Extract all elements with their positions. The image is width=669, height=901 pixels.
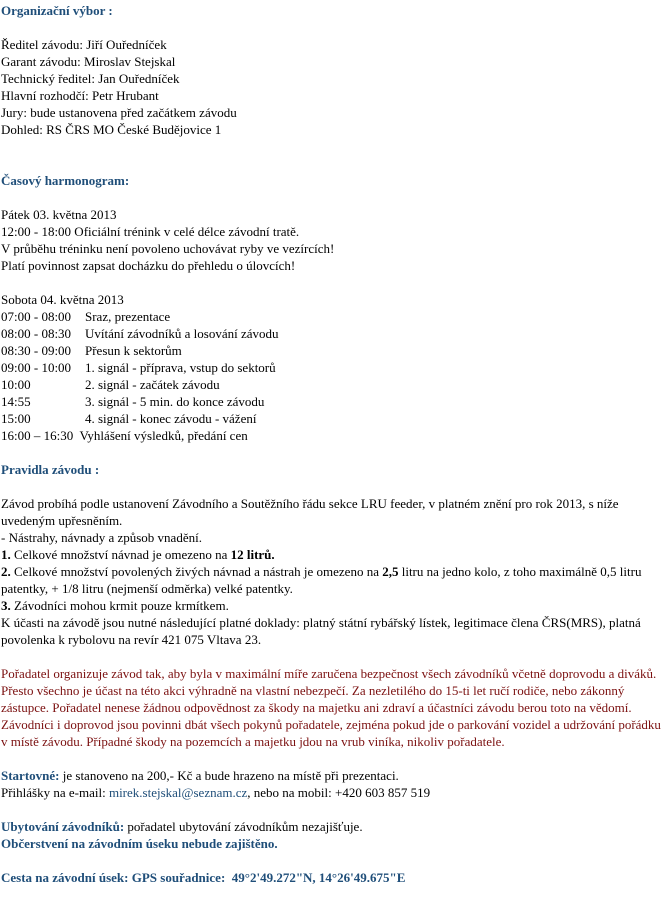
committee-line-supervision: Dohled: RS ČRS MO České Budějovice 1 bbox=[1, 122, 222, 137]
schedule-text: Sraz, prezentace bbox=[85, 309, 171, 324]
schedule-time: 08:00 - 08:30 bbox=[1, 326, 72, 341]
schedule-text: Uvítání závodníků a losování závodu bbox=[85, 326, 279, 341]
rule-item-3: 3. Závodníci mohou krmit pouze krmítkem. bbox=[1, 598, 229, 613]
rule-item-1: 1. Celkové množství návnad je omezeno na 12 litrů. bbox=[1, 547, 275, 562]
schedule-row bbox=[1, 376, 669, 393]
friday-line: 12:00 - 18:00 Oficiální trénink v celé délce závodní tratě. bbox=[1, 224, 300, 239]
committee-line-technical: Technický ředitel: Jan Ouředníček bbox=[1, 71, 180, 86]
schedule-text: 4. signál - konec závodu - vážení bbox=[85, 411, 257, 426]
saturday-date: Sobota 04. května 2013 bbox=[1, 292, 124, 307]
rules-heading: Pravidla závodu : bbox=[1, 462, 100, 477]
baits-header: - Nástrahy, návnady a způsob vnadění. bbox=[1, 530, 202, 545]
signup-line: Přihlášky na e-mail: mirek.stejskal@seznam.cz, nebo na mobil: +420 603 857 519 bbox=[1, 785, 431, 800]
rules-intro: Závod probíhá podle ustanovení Závodního a Soutěžního řádu sekce LRU feeder, v platném znění pro rok 2013, s níže uvedeným upřesněním. bbox=[1, 496, 619, 528]
rule-item-2: 2. Celkové množství povolených živých návnad a nástrah je omezeno na 2,5 litru na jedno kolo, z toho maximálně 0,5 litru patentky, + 1/8 litru (nejmenší odměrka) velké patentky. bbox=[1, 564, 642, 596]
schedule-text: 1. signál - příprava, vstup do sektorů bbox=[85, 360, 276, 375]
friday-line: Platí povinnost zapsat docházku do přehledu o úlovcích! bbox=[1, 258, 296, 273]
organizing-committee-heading: Organizační výbor : bbox=[1, 3, 113, 18]
schedule-text: 3. signál - 5 min. do konce závodu bbox=[85, 394, 265, 409]
schedule-time: 09:00 - 10:00 bbox=[1, 360, 72, 375]
schedule-time: 07:00 - 08:00 bbox=[1, 309, 72, 324]
schedule-text: Přesun k sektorům bbox=[85, 343, 182, 358]
committee-line-referee: Hlavní rozhodčí: Petr Hrubant bbox=[1, 88, 159, 103]
committee-line-director: Ředitel závodu: Jiří Ouředníček bbox=[1, 37, 167, 52]
schedule-row bbox=[1, 308, 669, 325]
friday-line: V průběhu tréninku není povoleno uchovávat ryby ve vezírcích! bbox=[1, 241, 335, 256]
schedule-row bbox=[1, 342, 669, 359]
refreshment-notice: Občerstvení na závodním úseku nebude zajištěno. bbox=[1, 836, 278, 851]
fee-label: Startovné: bbox=[1, 768, 60, 783]
schedule-row bbox=[1, 410, 669, 427]
schedule-row bbox=[1, 393, 669, 410]
friday-date: Pátek 03. května 2013 bbox=[1, 207, 117, 222]
accommodation-label: Ubytování závodníků: bbox=[1, 819, 125, 834]
fee-line: Startovné: je stanoveno na 200,- Kč a bude hrazeno na místě při prezentaci. bbox=[1, 768, 399, 783]
schedule-time: 10:00 bbox=[1, 377, 31, 392]
schedule-time: 08:30 - 09:00 bbox=[1, 343, 72, 358]
schedule-heading: Časový harmonogram: bbox=[1, 173, 130, 188]
committee-line-guarantor: Garant závodu: Miroslav Stejskal bbox=[1, 54, 176, 69]
schedule-time: 14:55 bbox=[1, 394, 31, 409]
schedule-row bbox=[1, 325, 669, 342]
safety-notice: Pořadatel organizuje závod tak, aby byla v maximální míře zaručena bezpečnost všech závodníků včetně doprovodu a diváků. Přesto všechno je účast na této akci výhradně na vlastní nebezpečí. Za nezletilého do 15-ti let ručí rodiče, nebo zákonný zástupce. Pořadatel nenese žádnou odpovědnost za škody na majetku ani zdraví a účastníci závodu berou toto na vědomí. Závodníci i doprovod jsou povinni dbát všech pokynů pořadatele, zejména pokud jde o parkování vozidel a udržování pořádku v místě závodu. Případné škody na pozemcích a majetku jdou na vrub viníka, nikoliv pořadatele. bbox=[1, 666, 661, 749]
accommodation-line: Ubytování závodníků: pořadatel ubytování závodníkům nezajišťuje. bbox=[1, 819, 363, 834]
schedule-text: 2. signál - začátek závodu bbox=[85, 377, 220, 392]
schedule-row bbox=[1, 359, 669, 376]
required-documents: K účasti na závodě jsou nutné následující platné doklady: platný státní rybářský lístek, legitimace člena ČRS(MRS), platná povolenka k rybolovu na revír 421 075 Vltava 23. bbox=[1, 615, 641, 647]
committee-line-jury: Jury: bude ustanovena před začátkem závodu bbox=[1, 105, 237, 120]
route-gps: Cesta na závodní úsek: GPS souřadnice: 49°2'49.272"N, 14°26'49.675"E bbox=[1, 870, 406, 885]
email-link[interactable]: mirek.stejskal@seznam.cz bbox=[108, 785, 248, 800]
schedule-time: 15:00 bbox=[1, 411, 31, 426]
schedule-last-line: 16:00 – 16:30 Vyhlášení výsledků, předání cen bbox=[1, 428, 248, 443]
